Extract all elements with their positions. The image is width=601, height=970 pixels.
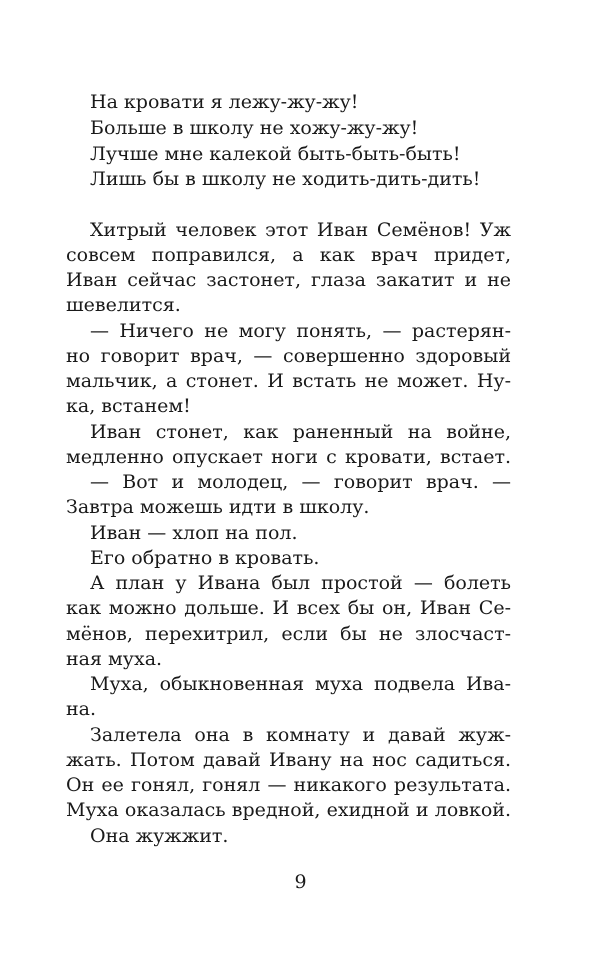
text-line: Завтра можешь идти в школу. (66, 496, 370, 518)
text-line: Муха оказалась вредной, ехидной и ловкой. (66, 799, 511, 821)
text-line: Иван сейчас застонет, глаза закатит и не (66, 269, 511, 291)
page-number: 9 (294, 871, 307, 893)
text-line: на. (66, 698, 97, 720)
text-line: Она жужжит. (90, 825, 229, 847)
text-line: ка, встанем! (66, 395, 191, 417)
poem-line: Больше в школу не хожу-жу-жу! (90, 117, 419, 139)
text-line: Он ее гонял, гонял — никакого результата. (66, 774, 511, 796)
text-line: Муха, обыкновенная муха подвела Ива- (90, 673, 511, 695)
poem-line: Лучше мне калекой быть-быть-быть! (90, 143, 461, 165)
text-line: медленно опускает ноги с кровати, встает. (66, 446, 511, 468)
text-line: Хитрый человек этот Иван Семёнов! Уж (90, 219, 511, 241)
text-line: мёнов, перехитрил, если бы не злосчаст- (66, 623, 511, 645)
text-line: Иван стонет, как раненный на войне, (90, 421, 511, 443)
text-line: Залетела она в комнату и давай жуж- (90, 724, 511, 746)
text-line: но говорит врач, — совершенно здоровый (66, 345, 511, 367)
poem-line: Лишь бы в школу не ходить-дить-дить! (90, 168, 481, 190)
text-line: жать. Потом давай Ивану на нос садиться. (66, 749, 511, 771)
text-line: Иван — хлоп на пол. (90, 522, 298, 544)
text-line: совсем поправился, а как врач придет, (66, 244, 511, 266)
text-line: — Вот и молодец, — говорит врач. — (90, 471, 511, 493)
poem-line: На кровати я лежу-жу-жу! (90, 91, 359, 113)
text-line: — Ничего не могу понять, — растерян- (90, 320, 511, 342)
text-line: Его обратно в кровать. (90, 547, 320, 569)
text-line: А план у Ивана был простой — болеть (90, 572, 511, 594)
text-line: ная муха. (66, 648, 163, 670)
text-line: мальчик, а стонет. И встать не может. Ну- (66, 370, 511, 392)
text-line: как можно дольше. И всех бы он, Иван Се- (66, 597, 511, 619)
text-line: шевелится. (66, 294, 181, 316)
